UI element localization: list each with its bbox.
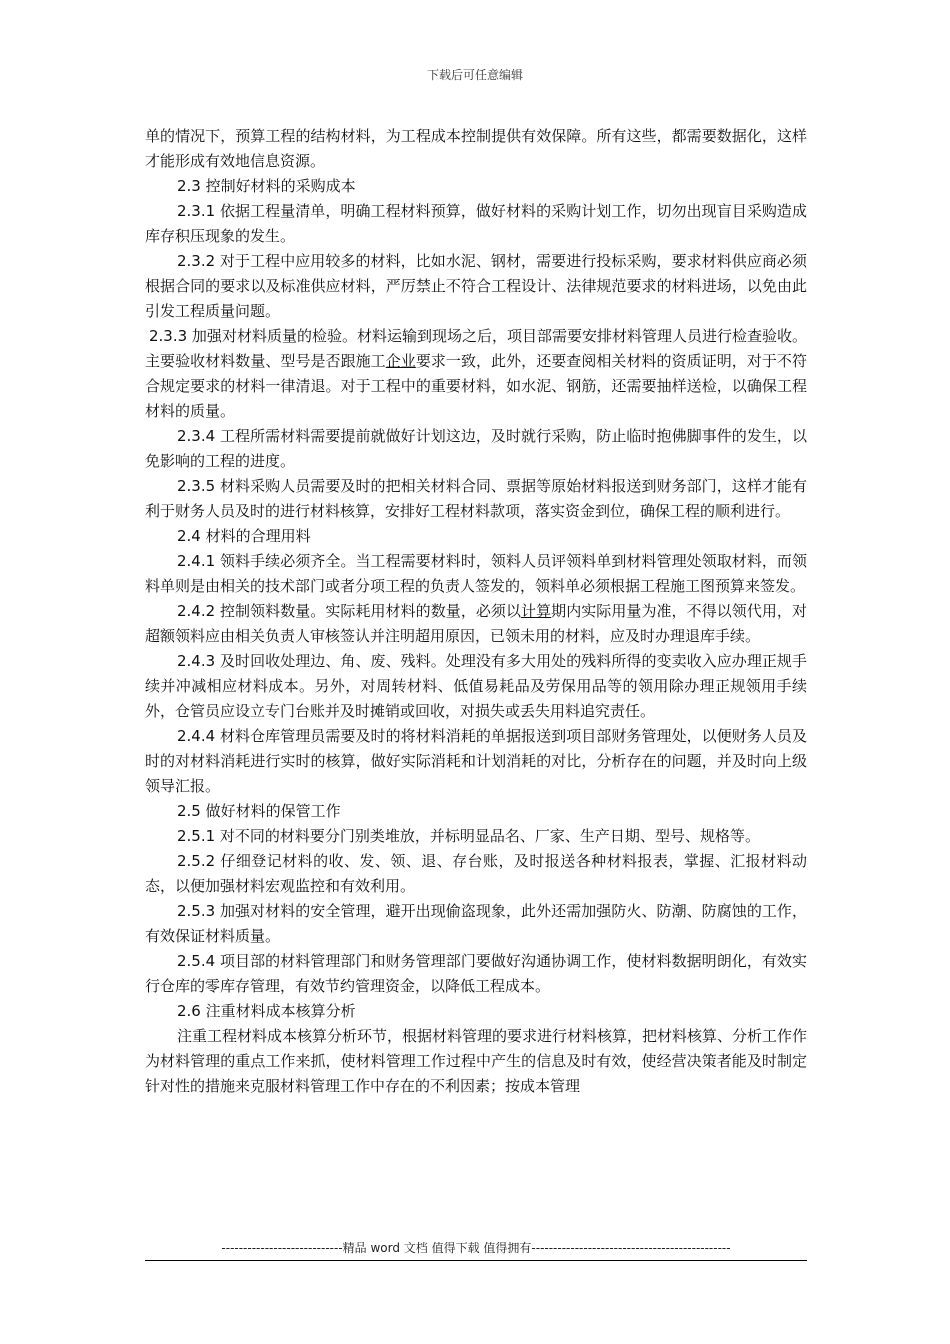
paragraph	[145, 599, 807, 649]
page-header: 下载后可任意编辑	[426, 68, 523, 82]
paragraph-text: 期内实际用量为准，不得以领代用，对超额领料应由相关负责人审核签认并注明超用原因，已领未用的材料，应及时办理退库手续。	[145, 602, 807, 645]
paragraph	[145, 324, 807, 424]
page-footer: ----------------------------精品 word 文档 值得下载 值得拥有----------------------------------------------	[145, 1239, 807, 1261]
paragraph-text: 要求一致，此外，还要查阅相关材料的资质证明，对于不符合规定要求的材料一律清退。对于工程中的重要材料，如水泥、钢筋，还需要抽样送检，以确保工程材料的质量。	[145, 352, 807, 420]
paragraph: 2.5.3 加强对材料的安全管理，避开出现偷盗现象，此外还需加强防火、防潮、防腐蚀的工作，有效保证材料质量。	[145, 902, 807, 945]
enterprise-link[interactable]: 企业	[385, 352, 416, 370]
paragraph: 2.3.4 工程所需材料需要提前就做好计划这边，及时就行采购，防止临时抱佛脚事件的发生，以免影响的工程的进度。	[145, 427, 807, 470]
section-heading: 2.5 做好材料的保管工作	[177, 802, 341, 820]
paragraph: 2.4.3 及时回收处理边、角、废、残料。处理没有多大用处的残料所得的变卖收入应办理正规手续并冲减相应材料成本。另外，对周转材料、低值易耗品及劳保用品等的领用除办理正规领用手续外，仓管员应设立专门台账并及时摊销或回收，对损失或丢失用料追究责任。	[145, 652, 807, 720]
section-heading: 2.6 注重材料成本核算分析	[177, 1002, 356, 1020]
paragraph: 2.5.1 对不同的材料要分门别类堆放，并标明显品名、厂家、生产日期、型号、规格等。	[177, 827, 760, 845]
paragraph: 单的情况下，预算工程的结构材料，为工程成本控制提供有效保障。所有这些，都需要数据化，这样才能形成有效地信息资源。	[145, 127, 807, 170]
paragraph-text: 2.4.2 控制领料数量。实际耗用材料的数量，必须以	[177, 602, 522, 620]
paragraph-text: 2.3.3 加强对材料质量的检验。材料运输到现场之后，项目部需要安排材料管理人员进行检查验收。主要验收材料数量、型号是否跟施工	[145, 327, 807, 370]
document-body	[145, 124, 807, 1099]
paragraph: 2.4.1 领料手续必须齐全。当工程需要材料时，领料人员评领料单到材料管理处领取材料，而领料单则是由相关的技术部门或者分项工程的负责人签发的，领料单必须根据工程施工图预算来签发。	[145, 552, 807, 595]
paragraph: 2.3.1 依据工程量清单，明确工程材料预算，做好材料的采购计划工作，切勿出现盲目采购造成库存积压现象的发生。	[145, 202, 807, 245]
section-heading: 2.4 材料的合理用料	[177, 527, 311, 545]
section-heading: 2.3 控制好材料的采购成本	[177, 177, 356, 195]
paragraph: 2.3.2 对于工程中应用较多的材料，比如水泥、钢材，需要进行投标采购，要求材料供应商必须根据合同的要求以及标准供应材料，严厉禁止不符合工程设计、法律规范要求的材料进场，以免由此引发工程质量问题。	[145, 252, 807, 320]
calculation-link[interactable]: 计算	[521, 602, 552, 620]
paragraph: 注重工程材料成本核算分析环节，根据材料管理的要求进行材料核算，把材料核算、分析工作作为材料管理的重点工作来抓，使材料管理工作过程中产生的信息及时有效，使经营决策者能及时制定针对性的措施来克服材料管理工作中存在的不利因素；按成本管理	[145, 1027, 808, 1095]
paragraph: 2.5.2 仔细登记材料的收、发、领、退、存台账，及时报送各种材料报表，掌握、汇报材料动态，以便加强材料宏观监控和有效利用。	[145, 852, 807, 895]
paragraph: 2.3.5 材料采购人员需要及时的把相关材料合同、票据等原始材料报送到财务部门，这样才能有利于财务人员及时的进行材料核算，安排好工程材料款项，落实资金到位，确保工程的顺利进行。	[145, 477, 807, 520]
paragraph: 2.4.4 材料仓库管理员需要及时的将材料消耗的单据报送到项目部财务管理处，以便财务人员及时的对材料消耗进行实时的核算，做好实际消耗和计划消耗的对比，分析存在的问题，并及时向上级领导汇报。	[145, 727, 807, 795]
paragraph: 2.5.4 项目部的材料管理部门和财务管理部门要做好沟通协调工作，使材料数据明朗化，有效实行仓库的零库存管理，有效节约管理资金，以降低工程成本。	[145, 952, 807, 995]
